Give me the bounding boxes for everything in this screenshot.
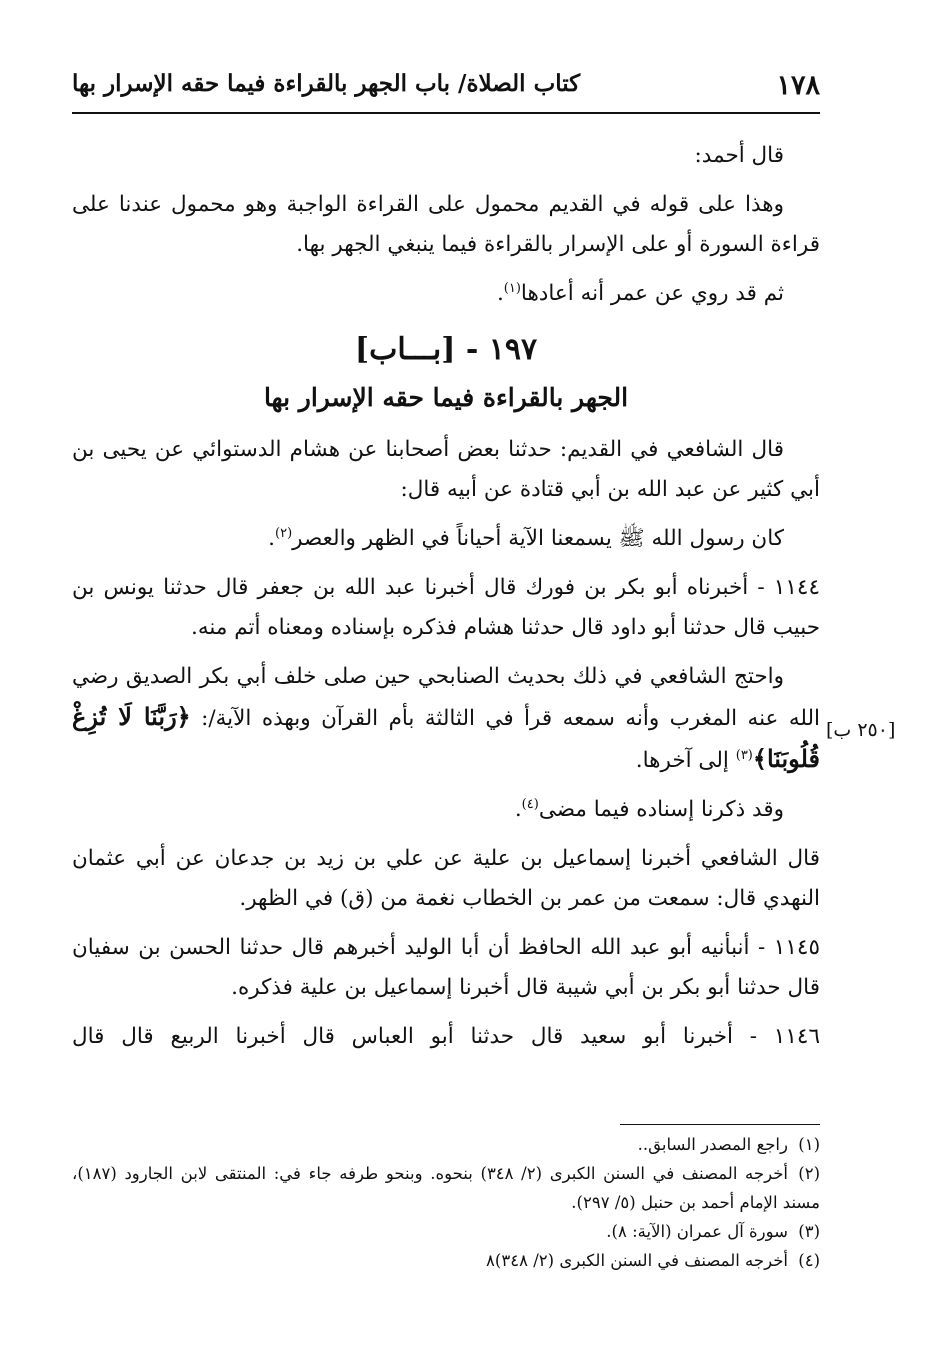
footnote-number: (٣) [798,1222,820,1241]
main-text [72,136,820,1066]
chapter-heading: ١٩٧ - [بـــاب] [354,332,538,367]
header-rule [72,112,820,114]
page-number: ١٧٨ [776,70,820,101]
footnote-text: سورة آل عمران (الآية: ٨). [606,1222,788,1241]
paragraph-hadith-text [72,519,820,559]
paragraph-hadith-1145: ١١٤٥ - أنبأنيه أبو عبد الله الحافظ أن أبا الوليد أخبرهم قال حدثنا الحسن بن سفيان قال حدثنا أبو بكر بن أبي شيبة قال أخبرنا إسماعيل بن علية فذكره. [72,935,820,1000]
manuscript-folio-note: [٢٥٠ ب] [826,719,896,741]
paragraph-hadith-1144: ١١٤٤ - أخبرناه أبو بكر بن فورك قال أخبرنا عبد الله بن جعفر قال حدثنا يونس بن حبيب قال حدثنا أبو داود قال حدثنا هشام فذكره بإسناده ومعناه أتم منه. [72,575,820,640]
running-title: كتاب الصلاة/ باب الجهر بالقراءة فيما حقه الإسرار بها [72,70,581,97]
footnote-number: (١) [798,1135,820,1154]
footnote-item [72,1217,820,1246]
footnote-text: أخرجه المصنف في السنن الكبرى (٢/ ٣٤٨)٨ [486,1251,788,1270]
footnote-number: (٢) [798,1164,820,1183]
paragraph-text: ثم قد روي عن عمر أنه أعادها [520,281,784,306]
footnote-item [72,1246,820,1275]
footnote-ref-2[interactable]: (٢) [275,525,293,541]
footnote-ref-4[interactable]: (٤) [521,796,539,812]
paragraph-end: إلى آخرها. [635,748,729,773]
footnote-item [72,1159,820,1217]
footnote-ref-1[interactable]: (١) [503,280,521,296]
paragraph-end: . [496,281,504,306]
paragraph-shafii-ibn-ulayya: قال الشافعي أخبرنا إسماعيل بن علية عن علي بن زيد بن جدعان عن أبي عثمان النهدي قال: سمعت من عمر بن الخطاب نغمة من (ق) في الظهر. [72,846,820,911]
paragraph-end: . [268,526,275,551]
paragraph-umar-repeated [72,274,820,314]
page-header [72,62,820,114]
paragraph-isnad-mentioned [72,790,820,830]
quran-verse: ﴿رَبَّنَا لَا تُزِغْ قُلُوبَنَا﴾ [72,702,820,773]
paragraph-commentary: وهذا على قوله في القديم محمول على القراءة الواجبة وهو محمول عندنا على قراءة السورة أو على الإسرار بالقراءة فيما ينبغي الجهر بها. [72,192,820,257]
footnote-number: (٤) [798,1251,820,1270]
paragraph-text: واحتج الشافعي في ذلك بحديث الصنابحي حين صلى خلف أبي بكر الصديق رضي الله عنه المغرب وأنه سمعه قرأ في الثالثة بأم القرآن وبهذه الآية/: [72,664,820,731]
paragraph-shafii-old: قال الشافعي في القديم: حدثنا بعض أصحابنا عن هشام الدستوائي عن يحيى بن أبي كثير عن عبد الله بن أبي قتادة عن أبيه قال: [72,437,820,502]
footnote-ref-3[interactable]: (٣) [735,747,753,763]
footnote-text: أخرجه المصنف في السنن الكبرى (٢/ ٣٤٨) بنحوه. وبنحو طرفه جاء في: المنتقى لابن الجارود (١٨٧)، مسند الإمام أحمد بن حنبل (٥/ ٢٩٧). [72,1164,820,1212]
paragraph-hadith-1146: ١١٤٦ - أخبرنا أبو سعيد قال حدثنا أبو العباس قال أخبرنا الربيع قال قال [72,1024,820,1049]
chapter-title: الجهر بالقراءة فيما حقه الإسرار بها [263,383,629,412]
paragraph-text: كان رسول الله ﷺ يسمعنا الآية أحياناً في الظهر والعصر [292,526,784,551]
paragraph-end: . [514,797,522,822]
paragraph-text: وقد ذكرنا إسناده فيما مضى [538,797,784,822]
paragraph-ahmad-said: قال أحمد: [694,143,784,168]
footnote-text: راجع المصدر السابق.. [637,1135,788,1154]
footnotes [72,1130,820,1275]
paragraph-shafii-argument [72,657,820,781]
footnote-item [72,1130,820,1159]
footnote-separator [620,1124,820,1125]
